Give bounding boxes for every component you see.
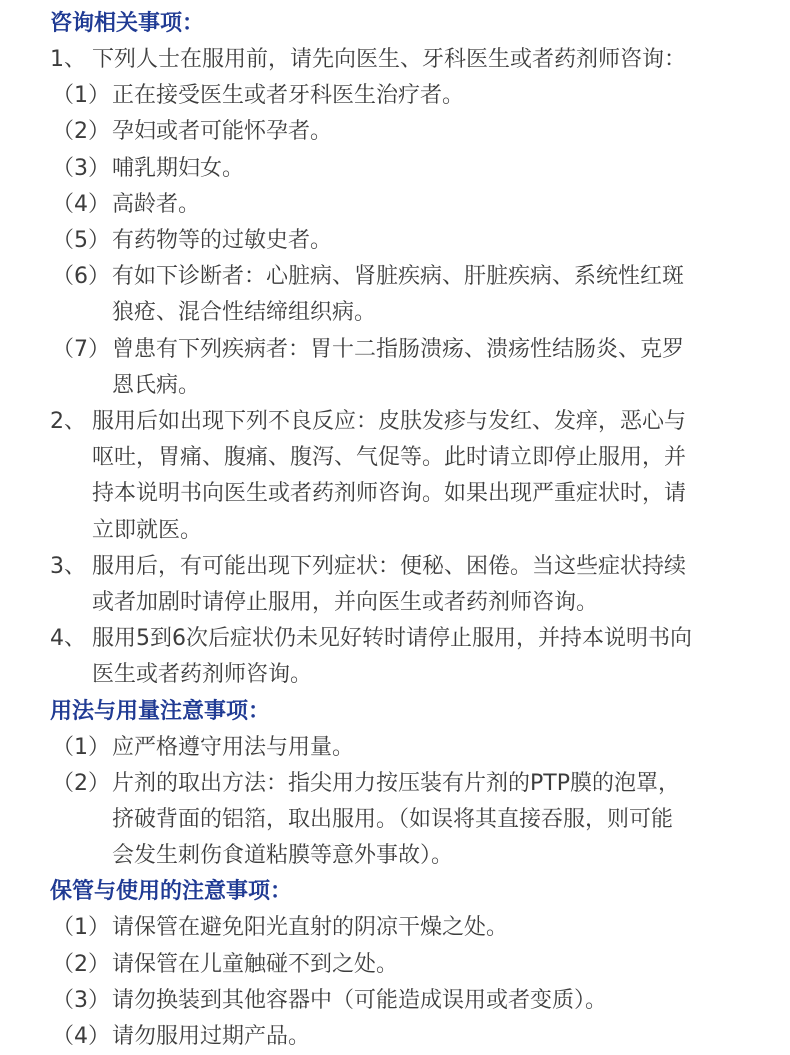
sub-item-2 xyxy=(50,114,756,150)
section-heading-storage: 保管与使用的注意事项： xyxy=(50,879,293,905)
item-marker: （1） xyxy=(52,915,110,941)
sub-item-1 xyxy=(50,78,756,114)
sub-item-6 xyxy=(50,259,756,331)
item-text: 请勿服用过期产品。 xyxy=(112,1024,311,1050)
item-text: 有如下诊断者：心脏病、肾脏疾病、肝脏疾病、系统性红斑 xyxy=(112,264,685,290)
item-text-continued: 持本说明书向医生或者药剂师咨询。如果出现严重症状时，请 xyxy=(92,481,687,507)
item-text: 请勿换装到其他容器中（可能造成误用或者变质）。 xyxy=(112,987,608,1013)
item-marker: （6） xyxy=(52,264,110,290)
usage-item-1 xyxy=(50,730,756,766)
item-text: 片剂的取出方法：指尖用力按压装有片剂的PTP膜的泡罩， xyxy=(112,770,680,796)
sub-item-3 xyxy=(50,151,756,187)
item-text-continued: 会发生刺伤食道粘膜等意外事故）。 xyxy=(112,843,454,869)
item-marker: （2） xyxy=(52,770,110,796)
item-marker: 1、 xyxy=(50,47,86,72)
section-heading-consultation: 咨询相关事项： xyxy=(50,11,205,36)
item-text: 高龄者。 xyxy=(112,191,201,217)
item-text-continued: 呕吐，胃痛、腹痛、腹泻、气促等。此时请立即停止服用，并 xyxy=(92,445,687,471)
item-text: 有药物等的过敏史者。 xyxy=(112,228,333,254)
storage-item-2 xyxy=(50,947,756,983)
sub-item-4 xyxy=(50,187,756,223)
item-text: 孕妇或者可能怀孕者。 xyxy=(112,119,333,145)
sub-item-5 xyxy=(50,223,756,259)
storage-item-1 xyxy=(50,910,756,946)
item-text: 请保管在儿童触碰不到之处。 xyxy=(112,951,399,977)
item-marker: （3） xyxy=(52,987,110,1013)
item-text-continued: 狼疮、混合性结缔组织病。 xyxy=(112,300,377,326)
item-marker: 3、 xyxy=(50,553,86,579)
item-marker: （3） xyxy=(52,155,110,181)
item-marker: （7） xyxy=(52,336,110,362)
item-text-continued: 恩氏病。 xyxy=(112,372,201,398)
sub-item-7 xyxy=(50,332,756,404)
storage-item-3 xyxy=(50,983,756,1019)
item-marker: 4、 xyxy=(50,626,86,652)
item-marker: （1） xyxy=(52,83,110,109)
item-marker: （4） xyxy=(52,1024,110,1050)
item-text: 应严格遵守用法与用量。 xyxy=(112,734,355,760)
item-marker: （5） xyxy=(52,228,110,254)
item-text-continued: 立即就医。 xyxy=(92,517,203,543)
item-marker: （2） xyxy=(52,951,110,977)
item-text: 曾患有下列疾病者：胃十二指肠溃疡、溃疡性结肠炎、克罗 xyxy=(112,336,685,362)
item-text: 服用后，有可能出现下列症状：便秘、困倦。当这些症状持续 xyxy=(92,553,687,579)
usage-item-2 xyxy=(50,766,756,875)
list-item-3 xyxy=(50,549,756,621)
item-text: 服用5到6次后症状仍未见好转时请停止服用，并持本说明书向 xyxy=(92,626,692,652)
item-text-continued: 挤破背面的铝箔，取出服用。（如误将其直接吞服，则可能 xyxy=(112,807,674,833)
item-text: 请保管在避免阳光直射的阴凉干燥之处。 xyxy=(112,915,509,941)
item-text: 下列人士在服用前，请先向医生、牙科医生或者药剂师咨询： xyxy=(92,47,687,72)
item-marker: （1） xyxy=(52,734,110,760)
storage-item-4 xyxy=(50,1019,756,1055)
item-text-continued: 或者加剧时请停止服用，并向医生或者药剂师咨询。 xyxy=(92,590,599,616)
item-text-continued: 医生或者药剂师咨询。 xyxy=(92,662,313,688)
item-text: 服用后如出现下列不良反应：皮肤发疹与发红、发痒，恶心与 xyxy=(92,409,687,435)
item-marker: 2、 xyxy=(50,409,86,435)
item-text: 正在接受医生或者牙科医生治疗者。 xyxy=(112,83,465,109)
list-item-2 xyxy=(50,404,756,549)
item-text: 哺乳期妇女。 xyxy=(112,155,245,181)
list-item-4 xyxy=(50,621,756,693)
section-heading-usage: 用法与用量注意事项： xyxy=(50,698,271,724)
item-marker: （2） xyxy=(52,119,110,145)
item-marker: （4） xyxy=(52,191,110,217)
list-item-1 xyxy=(50,42,756,78)
